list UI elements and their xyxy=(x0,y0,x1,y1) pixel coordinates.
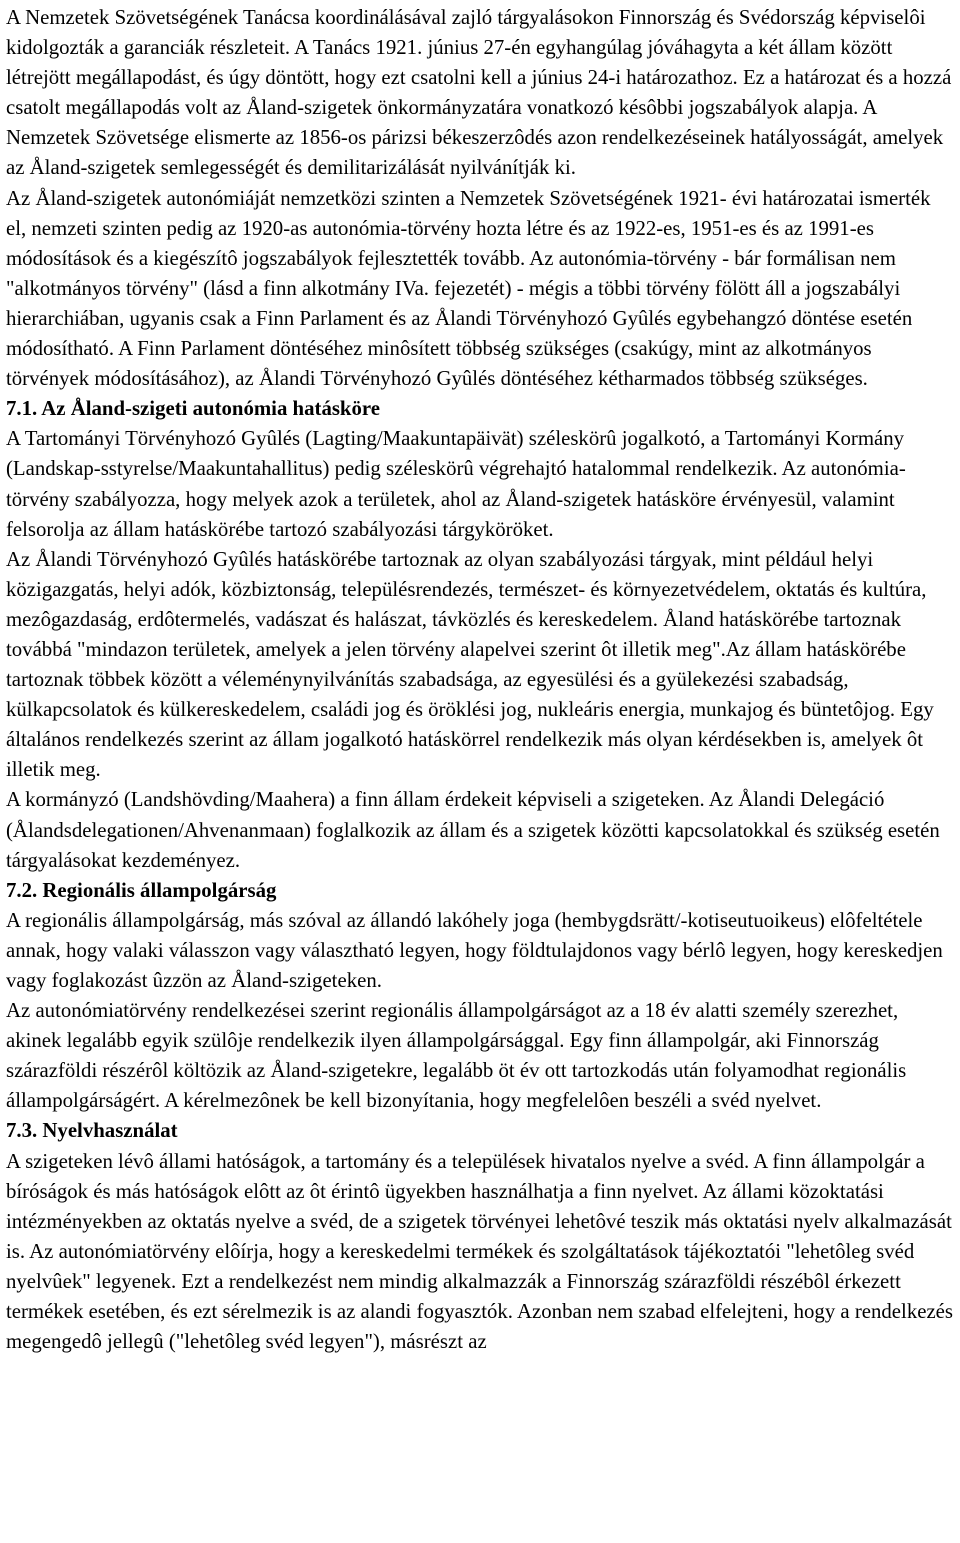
paragraph: A regionális állampolgárság, más szóval az állandó lakóhely joga (hembygdsrätt/-kotiseutuoikeus) elôfeltétele annak, hogy valaki válasszon vagy választható legyen, hogy földtulajdonos vagy bérlô legyen, hogy kereskedjen vagy foglakozást ûzzön az Åland-szigeteken. xyxy=(6,908,943,992)
paragraph: A szigeteken lévô állami hatóságok, a tartomány és a települések hivatalos nyelve a svéd. A finn állampolgár a bíróságok és más hatóságok elôtt az ôt érintô ügyekben használhatja a finn nyelvet. Az állami közoktatási intézményekben az oktatás nyelve a svéd, de a szigetek törvényei lehetôvé teszik más oktatási nyelv alkalmazását is. Az autonómiatörvény elôírja, hogy a kereskedelmi termékek és szolgáltatások tájékoztatói "lehetôleg svéd nyelvûek" legyenek. Ezt a rendelkezést nem mindig alkalmazzák a Finnország szárazföldi részébôl érkezett termékek esetében, és ezt sérelmezik is az alandi fogyasztók. Azonban nem szabad elfelejteni, hogy a rendelkezés megengedô jellegû ("lehetôleg svéd legyen"), másrészt az xyxy=(6,1149,953,1354)
section-heading-7-1 xyxy=(6,394,954,424)
section-heading-7-2 xyxy=(6,876,954,906)
section-heading-7-3 xyxy=(6,1116,954,1146)
paragraph: Az Åland-szigetek autonómiáját nemzetközi szinten a Nemzetek Szövetségének 1921- évi határozatai ismerték el, nemzeti szinten pedig az 1920-as autonómia-törvény hozta létre és az 1922-es, 1951-es és az 1991-es módosítások és a kiegészítô jogszabályok fejlesztették tovább. Az autonómia-törvény - bár formálisan nem "alkotmányos törvény" (lásd a finn alkotmány IVa. fejezetét) - mégis a többi törvény fölött áll a jogszabályi hierarchiában, ugyanis csak a Finn Parlament és az Ålandi Törvényhozó Gyûlés egybehangzó döntése esetén módosítható. A Finn Parlament döntéséhez minôsített többség szükséges (csakúgy, mint az alkotmányos törvények módosításához), az Ålandi Törvényhozó Gyûlés döntéséhez kétharmados többség szükséges. xyxy=(6,186,931,391)
section-title: Regionális állampolgárság xyxy=(42,878,277,902)
paragraph: A Nemzetek Szövetségének Tanácsa koordinálásával zajló tárgyalásokon Finnország és Svédország képviselôi kidolgozták a garanciák részleteit. A Tanács 1921. június 27-én egyhangúlag jóváhagyta a két állam között létrejött megállapodást, és úgy döntött, hogy ezt csatolni kell a június 24-i határozathoz. Ez a határozat és a hozzá csatolt megállapodás volt az Åland-szigetek önkormányzatára vonatkozó késôbbi jogszabályok alapja. A Nemzetek Szövetsége elismerte az 1856-os párizsi békeszerzôdés azon rendelkezéseinek hatályosságát, amelyek az Åland-szigetek semlegességét és demilitarizálását nyilvánítják ki. xyxy=(6,6,952,180)
section-number: 7.2. xyxy=(6,878,38,902)
paragraph: A Tartományi Törvényhozó Gyûlés (Lagting/Maakuntapäivät) széleskörû jogalkotó, a Tartományi Kormány (Landskap-sstyrelse/Maakuntahallitus) pedig széleskörû végrehajtó hatalommal rendelkezik. Az autonómia-törvény szabályozza, hogy melyek azok a területek, ahol az Åland-szigetek hatásköre érvényesül, valamint felsorolja az állam hatáskörébe tartozó szabályozási tárgyköröket. xyxy=(6,427,906,541)
section-number: 7.3. xyxy=(6,1119,38,1143)
paragraph: Az autonómiatörvény rendelkezései szerint regionális állampolgárságot az a 18 év alatti személy szerezhet, akinek legalább egyik szülôje rendelkezik ilyen állampolgársággal. Egy finn állampolgár, aki Finnország szárazföldi részérôl költözik az Åland-szigetekre, legalább öt év ott tartozkodás után folyamodhat regionális állampolgárságért. A kérelmezônek be kell bizonyítania, hogy megfelelôen beszéli a svéd nyelvet. xyxy=(6,999,907,1113)
paragraph: Az Ålandi Törvényhozó Gyûlés hatáskörébe tartoznak az olyan szabályozási tárgyak, mint például helyi közigazgatás, helyi adók, közbiztonság, településrendezés, természet- és környezetvédelem, oktatás és kultúra, mezôgazdaság, erdôtermelés, vadászat és halászat, távközlés és kereskedelem. Åland hatáskörébe tartoznak továbbá "mindazon területek, amelyek a jelen törvény alapelvei szerint ôt illetik meg".Az állam hatáskörébe tartoznak többek között a véleménynyilvánítás szabadsága, az egyesülési és a gyülekezési szabadság, külkapcsolatok és külkereskedelem, családi jog és öröklési jog, nukleáris energia, munkajog és büntetôjog. Egy általános rendelkezés szerint az állam jogalkotó hatáskörrel rendelkezik más olyan kérdésekben is, amelyek ôt illetik meg. xyxy=(6,547,934,782)
section-title: Nyelvhasználat xyxy=(42,1119,178,1143)
section-number: 7.1. xyxy=(6,397,38,421)
paragraph: A kormányzó (Landshövding/Maahera) a finn állam érdekeit képviseli a szigeteken. Az Ålandi Delegáció (Ålandsdelegationen/Ahvenanmaan) foglalkozik az állam és a szigetek közötti kapcsolatokkal és szükség esetén tárgyalásokat kezdeményez. xyxy=(6,788,940,872)
section-title: Az Åland-szigeti autonómia hatásköre xyxy=(41,397,380,421)
